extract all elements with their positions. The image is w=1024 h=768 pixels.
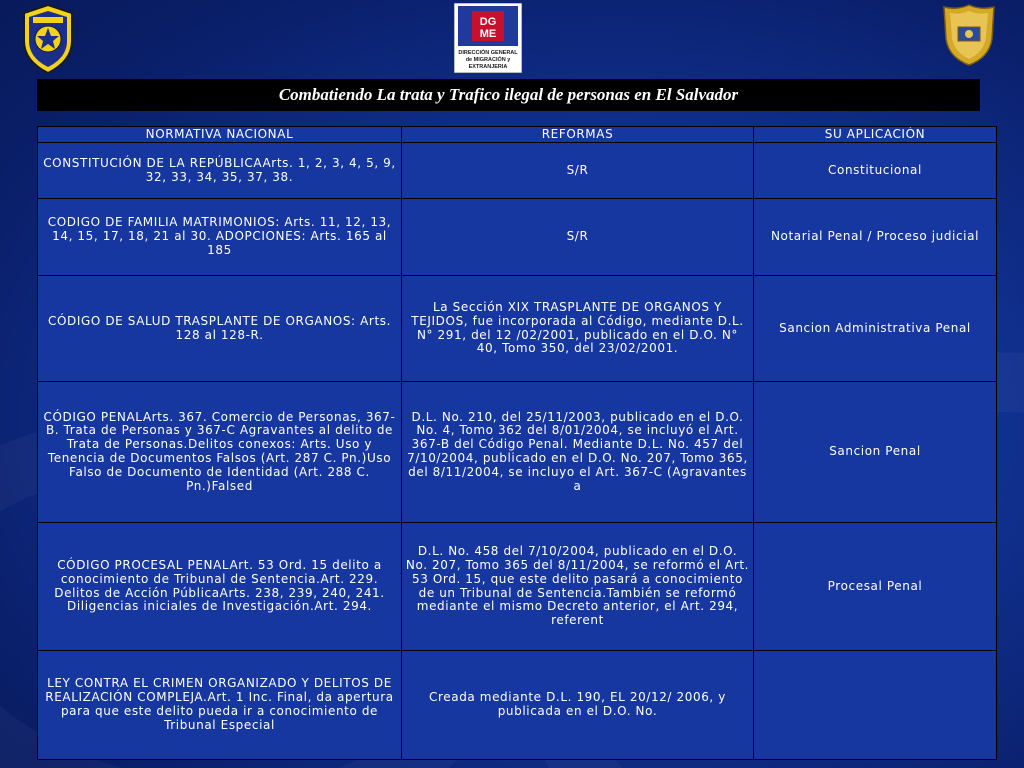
- title-bar: [37, 79, 980, 111]
- pnc-badge-logo: [942, 3, 996, 67]
- cell-normativa: CÓDIGO DE SALUD TRASPLANTE DE ORGANOS: Arts. 128 al 128-R.: [38, 276, 402, 382]
- cell-reformas: D.L. No. 210, del 25/11/2003, publicado en el D.O. No. 4, Tomo 362 del 8/01/2004, se incluyó el Art. 367-B del Código Penal. Mediante D.L. No. 457 del 7/10/2004, publicado en el D.O. No. 207, Tomo 365, del 8/11/2004, se incluyo el Art. 367-C (Agravantes a: [402, 382, 754, 523]
- cell-normativa: CONSTITUCIÓN DE LA REPÚBLICAArts. 1, 2, 3, 4, 5, 9, 32, 33, 34, 35, 37, 38.: [38, 143, 402, 199]
- header-reformas: REFORMAS: [402, 127, 754, 143]
- cell-aplicacion: [754, 651, 997, 760]
- cell-reformas: D.L. No. 458 del 7/10/2004, publicado en el D.O. No. 207, Tomo 365 del 8/11/2004, se reformó el Art. 53 Ord. 15, que este delito pasará a conocimiento de un Tribunal de Sentencia.También se reformó mediante el mismo Decreto anterior, el Art. 294, referent: [402, 523, 754, 651]
- cell-reformas: Creada mediante D.L. 190, EL 20/12/ 2006, y publicada en el D.O. No.: [402, 651, 754, 760]
- svg-text:EXTRANJERIA: EXTRANJERIA: [468, 64, 508, 70]
- cell-aplicacion: Sancion Penal: [754, 382, 997, 523]
- cell-normativa: LEY CONTRA EL CRIMEN ORGANIZADO Y DELITOS DE REALIZACIÓN COMPLEJA.Art. 1 Inc. Final, da apertura para que este delito pueda ir a conocimiento de Tribunal Especial: [38, 651, 402, 760]
- table-row: [38, 651, 997, 760]
- header-aplicacion: SU APLICACIÓN: [754, 127, 997, 143]
- svg-text:DIRECCIÓN GENERAL: DIRECCIÓN GENERAL: [458, 50, 518, 56]
- table-row: [38, 276, 997, 382]
- svg-text:de MIGRACIÓN y: de MIGRACIÓN y: [465, 57, 511, 63]
- cell-reformas: S/R: [402, 143, 754, 199]
- cell-reformas: La Sección XIX TRASPLANTE DE ORGANOS Y TEJIDOS, fue incorporada al Código, mediante D.L. N° 291, del 12 /02/2001, publicado en el D.O. N° 40, Tomo 350, del 23/02/2001.: [402, 276, 754, 382]
- table-row: [38, 199, 997, 276]
- header-normativa: NORMATIVA NACIONAL: [38, 127, 402, 143]
- policia-nacional-civil-logo: [20, 3, 76, 75]
- cell-aplicacion: Constitucional: [754, 143, 997, 199]
- table-row: [38, 523, 997, 651]
- cell-aplicacion: Procesal Penal: [754, 523, 997, 651]
- cell-aplicacion: Notarial Penal / Proceso judicial: [754, 199, 997, 276]
- table-row: [38, 143, 997, 199]
- cell-normativa: CÓDIGO PENALArts. 367. Comercio de Personas, 367-B. Trata de Personas y 367-C Agravantes al delito de Trata de Personas.Delitos conexos: Arts. Uso y Tenencia de Documentos Falsos (Art. 287 C. Pn.)Uso Falso de Documento de Identidad (Art. 288 C. Pn.)Falsed: [38, 382, 402, 523]
- dgme-logo: [454, 3, 522, 73]
- svg-text:DG: DG: [479, 16, 497, 28]
- page-title: Combatiendo La trata y Trafico ilegal de personas en El Salvador: [278, 85, 739, 104]
- table-header-row: [38, 127, 997, 143]
- cell-normativa: CODIGO DE FAMILIA MATRIMONIOS: Arts. 11, 12, 13, 14, 15, 17, 18, 21 al 30. ADOPCIONES: Arts. 165 al 185: [38, 199, 402, 276]
- cell-normativa: CÓDIGO PROCESAL PENALArt. 53 Ord. 15 delito a conocimiento de Tribunal de Sentencia.Art. 229. Delitos de Acción PúblicaArts. 238, 239, 240, 241. Diligencias iniciales de Investigación.Art. 294.: [38, 523, 402, 651]
- svg-text:ME: ME: [479, 28, 497, 40]
- table-row: [38, 382, 997, 523]
- cell-aplicacion: Sancion Administrativa Penal: [754, 276, 997, 382]
- normativa-table: [37, 126, 997, 760]
- cell-reformas: S/R: [402, 199, 754, 276]
